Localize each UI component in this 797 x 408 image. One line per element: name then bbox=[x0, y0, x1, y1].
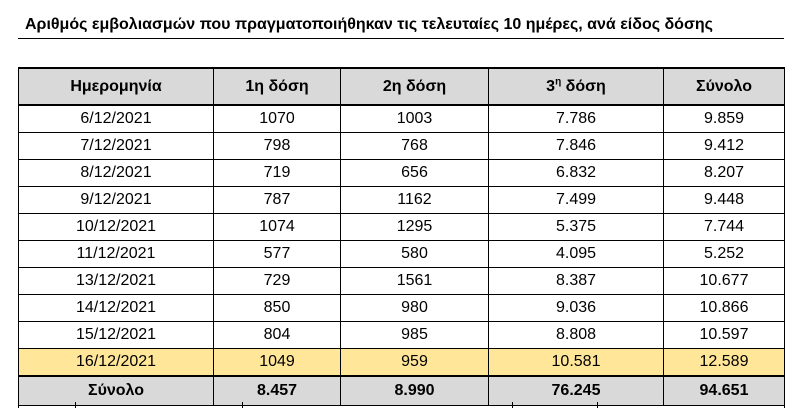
cell-dose3: 7.499 bbox=[489, 187, 664, 214]
table-title-bar bbox=[18, 12, 784, 39]
cell-dose2: 1162 bbox=[341, 187, 489, 214]
cell-date: 6/12/2021 bbox=[19, 105, 214, 133]
cell-dose1: 1070 bbox=[214, 105, 341, 133]
cell-dose3: 8.387 bbox=[489, 268, 664, 295]
cell-dose3: 9.036 bbox=[489, 295, 664, 322]
grid-tick bbox=[784, 402, 785, 408]
header-dose2: 2η δόση bbox=[341, 68, 489, 105]
header-dose3-superscript: η bbox=[555, 76, 562, 88]
cell-dose1: 787 bbox=[214, 187, 341, 214]
cell-dose3: 7.846 bbox=[489, 133, 664, 160]
cell-total: 8.207 bbox=[664, 160, 785, 187]
cell-dose2: 985 bbox=[341, 322, 489, 349]
cell-dose1: 850 bbox=[214, 295, 341, 322]
cell-date: 8/12/2021 bbox=[19, 160, 214, 187]
cell-date: 11/12/2021 bbox=[19, 241, 214, 268]
cell-total: 9.412 bbox=[664, 133, 785, 160]
cell-dose3: 6.832 bbox=[489, 160, 664, 187]
cell-dose1: 804 bbox=[214, 322, 341, 349]
cell-dose2: 1295 bbox=[341, 214, 489, 241]
cell-dose2: 1003 bbox=[341, 105, 489, 133]
footer-dose2: 8.990 bbox=[341, 376, 489, 406]
cell-dose1: 729 bbox=[214, 268, 341, 295]
cell-total: 10.597 bbox=[664, 322, 785, 349]
cell-date: 13/12/2021 bbox=[19, 268, 214, 295]
footer-total-row bbox=[19, 376, 785, 406]
table-body bbox=[19, 105, 785, 376]
cell-dose2: 980 bbox=[341, 295, 489, 322]
footer-label: Σύνολο bbox=[19, 376, 214, 406]
header-row bbox=[19, 68, 785, 105]
cell-dose3: 4.095 bbox=[489, 241, 664, 268]
cell-dose1: 798 bbox=[214, 133, 341, 160]
cell-dose2: 959 bbox=[341, 349, 489, 377]
cell-dose3: 10.581 bbox=[489, 349, 664, 377]
table-row bbox=[19, 349, 785, 377]
cell-total: 7.744 bbox=[664, 214, 785, 241]
cell-date: 14/12/2021 bbox=[19, 295, 214, 322]
cell-dose2: 768 bbox=[341, 133, 489, 160]
vaccinations-table bbox=[18, 67, 785, 406]
cell-dose3: 8.808 bbox=[489, 322, 664, 349]
cell-date: 7/12/2021 bbox=[19, 133, 214, 160]
cell-date: 16/12/2021 bbox=[19, 349, 214, 377]
header-dose1: 1η δόση bbox=[214, 68, 341, 105]
cell-date: 10/12/2021 bbox=[19, 214, 214, 241]
cell-dose2: 1561 bbox=[341, 268, 489, 295]
cell-dose1: 1049 bbox=[214, 349, 341, 377]
cell-total: 5.252 bbox=[664, 241, 785, 268]
header-total: Σύνολο bbox=[664, 68, 785, 105]
grid-tick bbox=[597, 402, 598, 408]
grid-tick bbox=[75, 402, 76, 408]
grid-tick bbox=[512, 402, 513, 408]
table-row bbox=[19, 105, 785, 133]
footer-total: 94.651 bbox=[664, 376, 785, 406]
spacer-row bbox=[18, 39, 784, 67]
header-dose3 bbox=[489, 68, 664, 105]
table-row bbox=[19, 160, 785, 187]
footer-dose1: 8.457 bbox=[214, 376, 341, 406]
header-date: Ημερομηνία bbox=[19, 68, 214, 105]
cell-dose3: 7.786 bbox=[489, 105, 664, 133]
cell-total: 9.448 bbox=[664, 187, 785, 214]
cell-total: 12.589 bbox=[664, 349, 785, 377]
cell-dose3: 5.375 bbox=[489, 214, 664, 241]
grid-tick bbox=[18, 402, 19, 408]
table-row bbox=[19, 322, 785, 349]
cell-dose1: 719 bbox=[214, 160, 341, 187]
cell-dose1: 577 bbox=[214, 241, 341, 268]
table-row bbox=[19, 214, 785, 241]
cell-total: 9.859 bbox=[664, 105, 785, 133]
table-row bbox=[19, 295, 785, 322]
cell-total: 10.866 bbox=[664, 295, 785, 322]
table-row bbox=[19, 268, 785, 295]
cell-date: 9/12/2021 bbox=[19, 187, 214, 214]
header-dose3-number: 3 bbox=[546, 77, 556, 95]
cell-date: 15/12/2021 bbox=[19, 322, 214, 349]
table-title: Αριθμός εμβολιασμών που πραγματοποιήθηκαν τις τελευταίες 10 ημέρες, ανά είδος δόσης bbox=[25, 16, 713, 33]
cell-dose1: 1074 bbox=[214, 214, 341, 241]
header-dose3-label: δόση bbox=[561, 77, 606, 95]
footer-dose3: 76.245 bbox=[489, 376, 664, 406]
cell-dose2: 656 bbox=[341, 160, 489, 187]
table-row bbox=[19, 241, 785, 268]
cell-dose2: 580 bbox=[341, 241, 489, 268]
table-row bbox=[19, 187, 785, 214]
grid-tick bbox=[242, 402, 243, 408]
cell-total: 10.677 bbox=[664, 268, 785, 295]
table-row bbox=[19, 133, 785, 160]
